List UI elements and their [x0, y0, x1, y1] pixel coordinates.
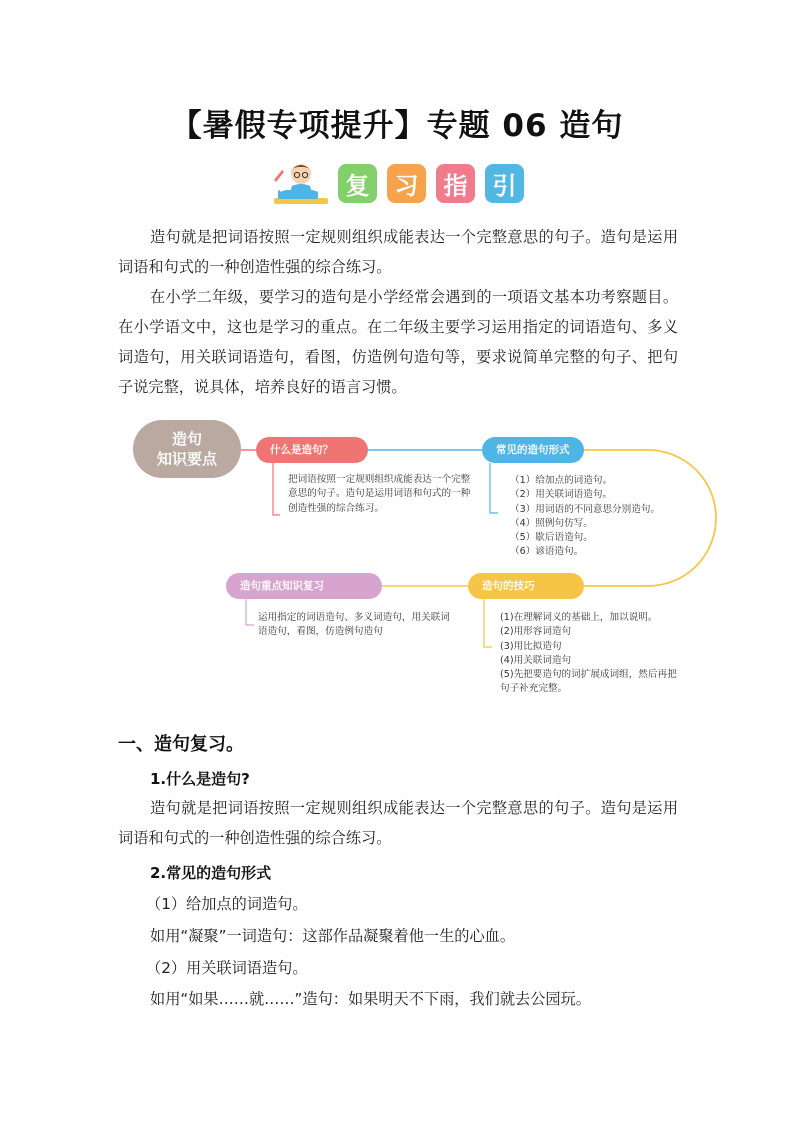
form-item-2-example: 如用“如果……就……”造句：如果明天不下雨，我们就去公园玩。	[150, 990, 591, 1008]
list-item: （1）给加点的词造句。	[510, 475, 613, 486]
techniques-list	[500, 611, 686, 697]
badge-zhi: 指	[436, 164, 475, 203]
list-item: （3）用词语的不同意思分别造句。	[510, 503, 661, 515]
node4-description: 运用指定的词语造句、多义词造句，用关联词语造句，看图，仿造例句造句	[258, 612, 450, 638]
node-techniques: 造句的技巧	[468, 573, 584, 599]
list-item: （5）歇后语造句。	[510, 532, 593, 544]
badge-yin: 引	[485, 164, 524, 203]
student-reading-icon	[270, 160, 332, 206]
section-heading: 一、造句复习。	[118, 734, 244, 755]
page-title: 【暑假专项提升】专题 06 造句	[170, 108, 624, 144]
list-item: （4）照例句仿写。	[510, 517, 593, 529]
list-item: (2)用形容词造句	[500, 626, 572, 638]
list-item: （2）用关联词语造句。	[510, 489, 613, 501]
badge-fu: 复	[338, 164, 377, 203]
node-key-review: 造句重点知识复习	[226, 573, 382, 599]
center-line-2: 知识要点	[156, 450, 217, 468]
mind-map-center	[133, 420, 241, 478]
center-line-1: 造句	[171, 430, 202, 448]
list-item: (1)在理解词义的基础上，加以说明。	[500, 612, 658, 623]
intro-paragraph-1: 造句就是把词语按照一定规则组织成能表达一个完整意思的句子。造句是运用词语和句式的一种创造性强的综合练习。	[118, 228, 678, 276]
node-common-forms: 常见的造句形式	[482, 437, 584, 463]
list-item: (4)用关联词造句	[500, 654, 572, 666]
form-item-2: （2）用关联词语造句。	[146, 959, 308, 977]
badge-xi: 习	[387, 164, 426, 203]
list-item: （6）谚语造句。	[510, 546, 584, 558]
subheading-what-is: 1.什么是造句?	[150, 770, 250, 788]
knowledge-mind-map	[128, 415, 758, 715]
form-item-1: （1）给加点的词造句。	[146, 895, 308, 913]
definition-paragraph: 造句就是把词语按照一定规则组织成能表达一个完整意思的句子。造句是运用词语和句式的一种创造性强的综合练习。	[118, 799, 678, 847]
node1-description: 把词语按照一定规则组织成能表达一个完整意思的句子。造句是运用词语和句式的一种创造性强的综合练习。	[288, 474, 471, 514]
form-item-1-example: 如用“凝聚”一词造句：这部作品凝聚着他一生的心血。	[150, 927, 516, 945]
intro-paragraph-2: 在小学二年级，要学习的造句是小学经常会遇到的一项语文基本功考察题目。在小学语文中，这也是学习的重点。在二年级主要学习运用指定的词语造句、多义词造句，用关联词语造句，看图，仿造例句造句等，要求说简单完整的句子、把句子说完整，说具体，培养良好的语言习惯。	[118, 288, 678, 396]
common-forms-list	[510, 474, 710, 560]
subheading-common-forms: 2.常见的造句形式	[150, 864, 272, 882]
list-item: (5)先把要造句的词扩展成词组，然后再把句子补充完整。	[500, 669, 677, 695]
list-item: (3)用比拟造句	[500, 640, 562, 652]
node-what-is-sentence: 什么是造句？	[256, 437, 368, 463]
review-guide-banner	[270, 160, 534, 206]
